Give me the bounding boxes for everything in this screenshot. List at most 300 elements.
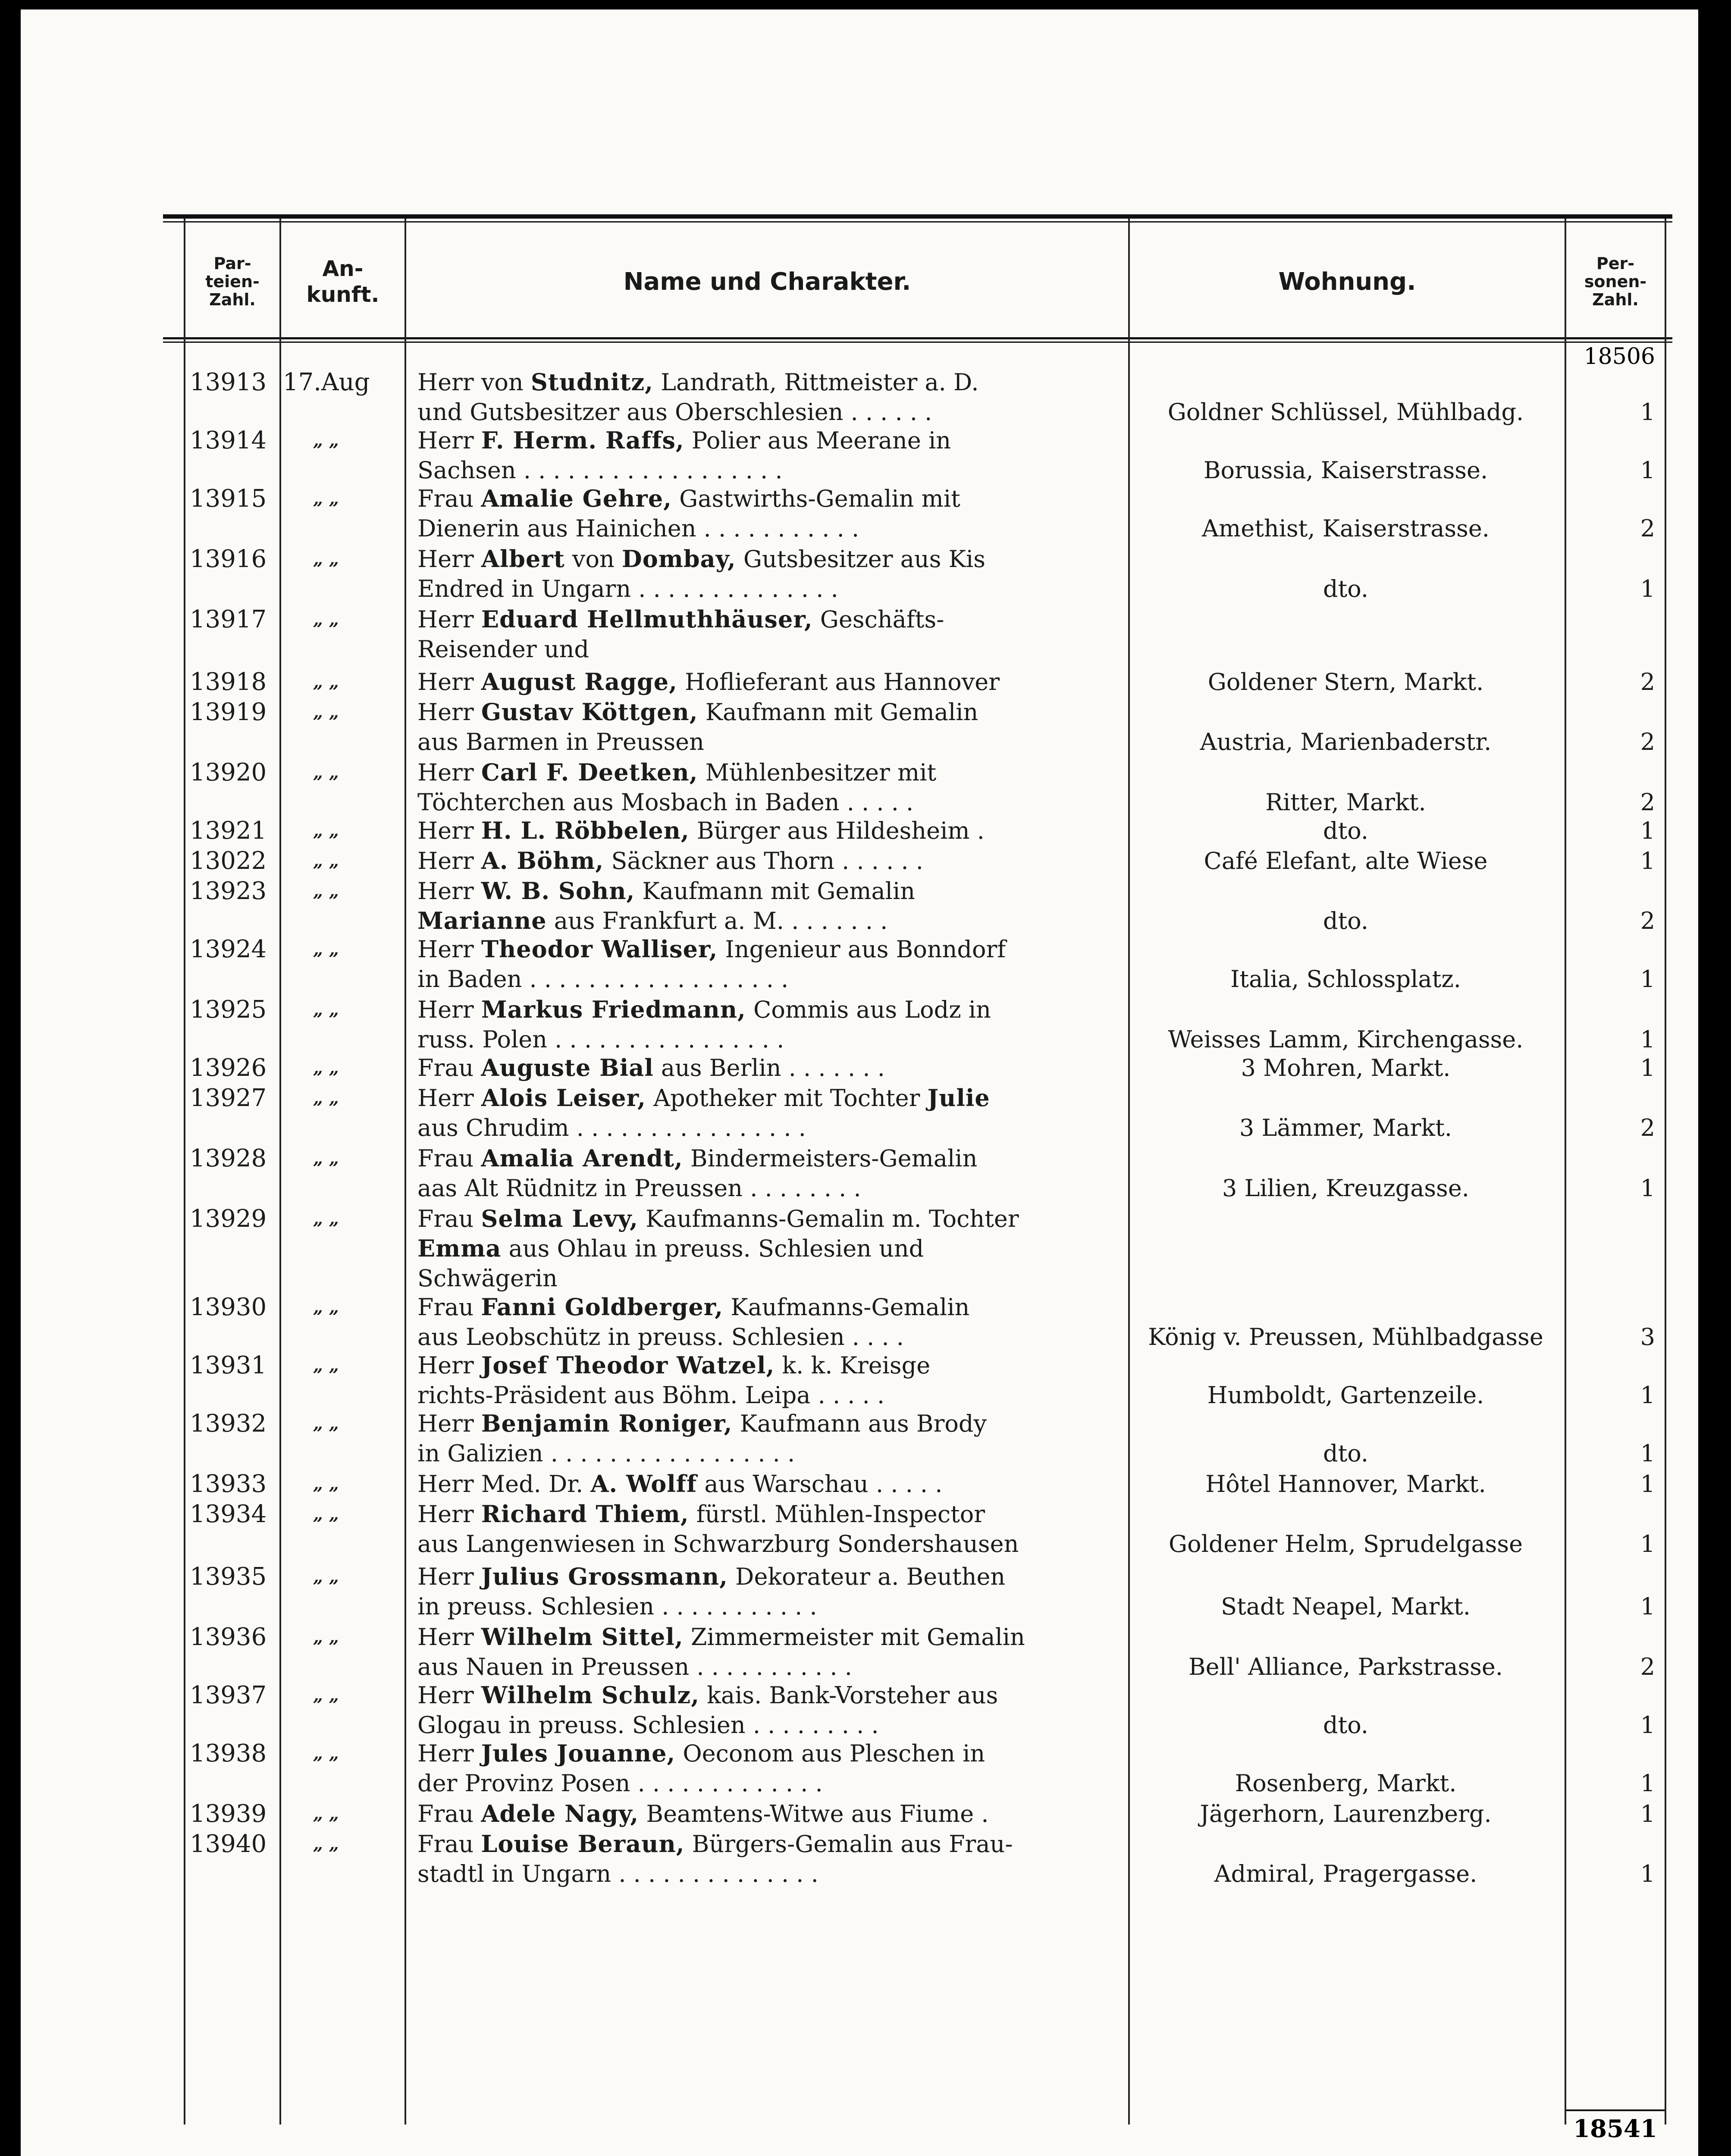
- guest-name-and-character: [417, 934, 1129, 994]
- arrival-date: „ „: [313, 1567, 339, 1587]
- name-line: [417, 1469, 1129, 1499]
- persons-count: 2: [1640, 907, 1655, 934]
- name-text: aus Frankfurt a. M. . . . . . . .: [546, 907, 888, 934]
- name-text: Herr: [417, 606, 481, 633]
- name-text: Töchterchen aus Mosbach in Baden . . . . .: [417, 789, 914, 816]
- name-text: Kaufmanns-Gemalin m. Tochter: [638, 1205, 1019, 1232]
- name-line: [417, 1204, 1129, 1234]
- carry-out-total: 18541: [1573, 2115, 1657, 2143]
- guest-surname: Louise Beraun,: [481, 1830, 685, 1858]
- name-text: Commis aus Lodz in: [746, 996, 991, 1023]
- name-line: [417, 1859, 1129, 1889]
- residence: Humboldt, Gartenzeile.: [1207, 1382, 1484, 1409]
- guest-name-and-character: [417, 697, 1129, 757]
- persons-count: 1: [1640, 1593, 1655, 1620]
- name-text: Herr: [417, 1084, 481, 1112]
- guest-surname: F. Herm. Raffs,: [481, 426, 684, 454]
- guest-surname: Wilhelm Schulz,: [481, 1681, 700, 1709]
- name-text: Gastwirths-Gemalin mit: [671, 485, 960, 512]
- residence: Stadt Neapel, Markt.: [1221, 1593, 1471, 1620]
- residence: Austria, Marienbaderstr.: [1200, 728, 1492, 755]
- name-text: Herr: [417, 1352, 481, 1379]
- name-text: aas Alt Rüdnitz in Preussen . . . . . . . .: [417, 1175, 861, 1202]
- persons-count: 1: [1640, 1175, 1655, 1202]
- party-number: 13940: [190, 1830, 267, 1858]
- arrival-date: „ „: [313, 1834, 339, 1854]
- name-line: [417, 1562, 1129, 1592]
- guest-surname: H. L. Röbbelen,: [481, 817, 690, 844]
- name-text: Schwägerin: [417, 1265, 558, 1292]
- guest-surname: W. B. Sohn,: [481, 877, 635, 905]
- party-number: 13937: [190, 1681, 267, 1709]
- guest-name-and-character: [417, 367, 1129, 427]
- name-line: [417, 634, 1129, 664]
- guest-surname: Auguste Bial: [481, 1054, 654, 1081]
- name-text: und Gutsbesitzer aus Oberschlesien . . . . . .: [417, 398, 932, 426]
- residence: dto.: [1323, 1711, 1368, 1739]
- name-text: Herr von: [417, 369, 531, 396]
- guest-surname: Markus Friedmann,: [481, 996, 746, 1023]
- residence: Ritter, Markt.: [1265, 789, 1426, 816]
- name-line: [417, 1652, 1129, 1682]
- name-text: Polier aus Meerane in: [684, 427, 951, 454]
- persons-count: 1: [1640, 1440, 1655, 1467]
- persons-count: 1: [1640, 1382, 1655, 1409]
- name-line: [417, 514, 1129, 543]
- residence: Goldener Helm, Sprudelgasse: [1168, 1530, 1523, 1557]
- guest-surname: August Ragge,: [481, 668, 677, 696]
- rule-col4: [1565, 219, 1566, 2125]
- name-text: Reisender und: [417, 636, 589, 663]
- name-line: [417, 1529, 1129, 1559]
- persons-count: 1: [1640, 1800, 1655, 1827]
- residence: dto.: [1323, 1440, 1368, 1467]
- register-page: [21, 9, 1698, 2156]
- name-text: der Provinz Posen . . . . . . . . . . . . .: [417, 1770, 823, 1797]
- name-text: Herr: [417, 1740, 481, 1767]
- guest-name-and-character: [417, 1680, 1129, 1740]
- name-text: Kaufmann mit Gemalin: [698, 699, 978, 726]
- name-line: [417, 995, 1129, 1025]
- top-double-rule: [163, 214, 1672, 219]
- name-line: [417, 1053, 1129, 1083]
- guest-name-and-character: [417, 1083, 1129, 1143]
- arrival-date: „ „: [313, 821, 339, 841]
- name-text: Frau: [417, 1054, 481, 1081]
- arrival-date: „ „: [313, 702, 339, 722]
- name-line: [417, 397, 1129, 427]
- guest-name-and-character: [417, 1799, 1129, 1829]
- guest-name-and-character: [417, 1739, 1129, 1798]
- residence: Goldner Schlüssel, Mühlbadg.: [1167, 398, 1524, 426]
- name-text: Herr: [417, 699, 481, 726]
- header-bottom-rule-2: [163, 342, 1672, 343]
- party-number: 13924: [190, 935, 267, 963]
- name-text: Frau: [417, 485, 481, 512]
- name-text: Herr: [417, 936, 481, 963]
- guest-surname: Amalia Arendt,: [481, 1144, 683, 1172]
- persons-count: 1: [1640, 1026, 1655, 1053]
- party-number: 13930: [190, 1293, 267, 1321]
- persons-count: 2: [1640, 789, 1655, 816]
- persons-count: 1: [1640, 1860, 1655, 1887]
- arrival-date: „ „: [313, 1148, 339, 1169]
- name-text: aus Chrudim . . . . . . . . . . . . . . . .: [417, 1114, 806, 1141]
- name-line: [417, 605, 1129, 634]
- persons-count: 2: [1640, 515, 1655, 542]
- name-text: aus Leobschütz in preuss. Schlesien . . . .: [417, 1323, 904, 1351]
- name-text: Herr: [417, 668, 481, 696]
- name-line: [417, 1829, 1129, 1859]
- name-text: Bürger aus Hildesheim .: [689, 817, 985, 844]
- arrival-date: „ „: [313, 1474, 339, 1494]
- name-line: [417, 787, 1129, 817]
- guest-surname: Amalie Gehre,: [481, 485, 672, 512]
- arrival-date: „ „: [313, 1685, 339, 1705]
- name-line: [417, 1799, 1129, 1829]
- guest-name-and-character: [417, 846, 1129, 876]
- party-number: 13022: [190, 847, 267, 875]
- rule-left: [184, 219, 185, 2125]
- party-number: 13917: [190, 605, 267, 633]
- arrival-date: „ „: [313, 1413, 339, 1434]
- name-text: Glogau in preuss. Schlesien . . . . . . . . .: [417, 1711, 879, 1739]
- name-line: [417, 1025, 1129, 1054]
- guest-surname: Richard Thiem,: [481, 1500, 689, 1528]
- persons-count: 1: [1640, 398, 1655, 426]
- name-line: [417, 667, 1129, 697]
- guest-surname: Emma: [417, 1235, 502, 1262]
- arrival-date: „ „: [313, 1058, 339, 1078]
- guest-name-and-character: [417, 1351, 1129, 1410]
- residence: Goldener Stern, Markt.: [1207, 668, 1484, 696]
- guest-name-and-character: [417, 667, 1129, 697]
- party-number: 13925: [190, 996, 267, 1024]
- name-line: [417, 1263, 1129, 1293]
- persons-count: 1: [1640, 575, 1655, 602]
- guest-surname: Eduard Hellmuthhäuser,: [481, 605, 813, 633]
- residence: Jägerhorn, Laurenzberg.: [1200, 1800, 1492, 1827]
- guest-surname: Wilhelm Sittel,: [481, 1623, 684, 1651]
- name-text: Frau: [417, 1205, 481, 1232]
- guest-name-and-character: [417, 1499, 1129, 1559]
- name-line: [417, 1710, 1129, 1740]
- name-line: [417, 1351, 1129, 1380]
- name-text: Bindermeisters-Gemalin: [683, 1145, 978, 1172]
- guest-name-and-character: [417, 876, 1129, 936]
- name-text: russ. Polen . . . . . . . . . . . . . . . .: [417, 1026, 784, 1053]
- guest-surname: Adele Nagy,: [481, 1800, 639, 1827]
- arrival-date: „ „: [313, 1297, 339, 1317]
- name-line: [417, 544, 1129, 574]
- persons-count: 2: [1640, 728, 1655, 755]
- party-number: 13914: [190, 426, 267, 454]
- persons-count: 1: [1640, 1530, 1655, 1557]
- guest-name-and-character: [417, 1562, 1129, 1621]
- name-line: [417, 1234, 1129, 1263]
- name-line: [417, 1768, 1129, 1798]
- name-text: Herr: [417, 847, 481, 874]
- name-text: Herr: [417, 877, 481, 905]
- name-text: Herr: [417, 545, 481, 573]
- name-text: in Baden . . . . . . . . . . . . . . . . . .: [417, 965, 789, 993]
- name-line: [417, 574, 1129, 604]
- guest-name-and-character: [417, 1204, 1129, 1293]
- arrival-date: „ „: [313, 881, 339, 901]
- party-number: 13932: [190, 1410, 267, 1438]
- guest-surname: Julie: [927, 1084, 990, 1112]
- guest-surname: Theodor Walliser,: [481, 935, 718, 963]
- rule-right: [1665, 219, 1666, 2125]
- name-text: Säckner aus Thorn . . . . . .: [604, 847, 923, 874]
- name-text: Ingenieur aus Bonndorf: [718, 936, 1006, 963]
- name-line: [417, 1592, 1129, 1621]
- name-line: [417, 426, 1129, 455]
- arrival-date: „ „: [313, 1000, 339, 1020]
- name-text: Dekorateur a. Beuthen: [728, 1563, 1006, 1590]
- guest-surname: Gustav Köttgen,: [481, 698, 698, 726]
- persons-count: 1: [1640, 1711, 1655, 1739]
- arrival-date: „ „: [313, 939, 339, 959]
- name-text: stadtl in Ungarn . . . . . . . . . . . . . .: [417, 1860, 818, 1887]
- guest-surname: Marianne: [417, 907, 547, 934]
- residence: dto.: [1323, 817, 1368, 844]
- guest-surname: Selma Levy,: [481, 1205, 638, 1232]
- guest-name-and-character: [417, 426, 1129, 485]
- residence: Amethist, Kaiserstrasse.: [1202, 515, 1490, 542]
- name-line: [417, 1680, 1129, 1710]
- total-rule: [1566, 2109, 1665, 2111]
- party-number: 13923: [190, 877, 267, 905]
- residence: König v. Preussen, Mühlbadgasse: [1148, 1323, 1543, 1351]
- name-line: [417, 1409, 1129, 1438]
- name-line: [417, 1380, 1129, 1410]
- name-line: [417, 727, 1129, 757]
- name-text: Apotheker mit Tochter: [646, 1084, 928, 1112]
- persons-count: 1: [1640, 457, 1655, 484]
- name-text: Herr: [417, 427, 481, 454]
- persons-count: 1: [1640, 847, 1655, 874]
- guest-surname: Albert: [481, 545, 565, 573]
- party-number: 13935: [190, 1563, 267, 1591]
- name-line: [417, 758, 1129, 787]
- header-ankunft: An- kunft.: [306, 256, 379, 307]
- header-wohnung: Wohnung.: [1278, 267, 1416, 296]
- name-line: [417, 906, 1129, 936]
- persons-count: 3: [1640, 1323, 1655, 1351]
- arrival-date: „ „: [313, 430, 339, 451]
- name-text: Frau: [417, 1830, 481, 1858]
- name-line: [417, 876, 1129, 906]
- arrival-date: 17.Aug: [283, 368, 370, 396]
- name-text: Zimmermeister mit Gemalin: [683, 1623, 1025, 1651]
- party-number: 13926: [190, 1054, 267, 1082]
- guest-surname: A. Böhm,: [481, 847, 604, 874]
- name-text: aus Ohlau in preuss. Schlesien und: [501, 1235, 924, 1262]
- party-number: 13921: [190, 817, 267, 845]
- arrival-date: „ „: [313, 1088, 339, 1108]
- name-text: aus Berlin . . . . . . .: [653, 1054, 885, 1081]
- guest-name-and-character: [417, 816, 1129, 846]
- residence: Café Elefant, alte Wiese: [1204, 847, 1488, 874]
- party-number: 13934: [190, 1500, 267, 1528]
- name-line: [417, 367, 1129, 397]
- name-text: Gutsbesitzer aus Kis: [736, 545, 985, 573]
- name-text: Kaufmann mit Gemalin: [635, 877, 916, 905]
- guest-name-and-character: [417, 484, 1129, 543]
- name-text: Herr: [417, 996, 481, 1023]
- residence: Italia, Schlossplatz.: [1230, 965, 1461, 993]
- name-text: Herr: [417, 1623, 481, 1651]
- party-number: 13936: [190, 1623, 267, 1651]
- arrival-date: „ „: [313, 489, 339, 509]
- rule-col1: [279, 219, 281, 2125]
- guest-name-and-character: [417, 1144, 1129, 1203]
- name-line: [417, 1173, 1129, 1203]
- persons-count: 1: [1640, 1770, 1655, 1797]
- guest-surname: Julius Grossmann,: [481, 1563, 728, 1590]
- arrival-date: „ „: [313, 851, 339, 871]
- persons-count: 1: [1640, 817, 1655, 844]
- name-text: Endred in Ungarn . . . . . . . . . . . . . .: [417, 575, 838, 602]
- top-thin-rule: [163, 221, 1672, 222]
- residence: Weisses Lamm, Kirchengasse.: [1168, 1026, 1524, 1053]
- name-line: [417, 1083, 1129, 1113]
- arrival-date: „ „: [313, 1627, 339, 1647]
- residence: dto.: [1323, 907, 1368, 934]
- persons-count: 2: [1640, 668, 1655, 696]
- name-line: [417, 1739, 1129, 1768]
- guest-name-and-character: [417, 605, 1129, 664]
- residence: dto.: [1323, 575, 1368, 602]
- persons-count: 1: [1640, 965, 1655, 993]
- party-number: 13920: [190, 758, 267, 787]
- name-text: von: [564, 545, 622, 573]
- name-text: aus Langenwiesen in Schwarzburg Sondershausen: [417, 1530, 1019, 1557]
- party-number: 13938: [190, 1739, 267, 1767]
- guest-name-and-character: [417, 1292, 1129, 1352]
- name-text: Bürgers-Gemalin aus Frau-: [684, 1830, 1013, 1858]
- name-line: [417, 846, 1129, 876]
- guest-surname: Jules Jouanne,: [481, 1739, 676, 1767]
- name-line: [417, 1292, 1129, 1322]
- guest-surname: Josef Theodor Watzel,: [481, 1351, 775, 1379]
- name-text: Beamtens-Witwe aus Fiume .: [639, 1800, 989, 1827]
- header-name-und-charakter: Name und Charakter.: [623, 267, 911, 296]
- arrival-date: „ „: [313, 549, 339, 569]
- guest-name-and-character: [417, 1053, 1129, 1083]
- name-line: [417, 1499, 1129, 1529]
- arrival-date: „ „: [313, 1743, 339, 1764]
- carry-in-total: 18506: [1584, 344, 1655, 370]
- persons-count: 1: [1640, 1470, 1655, 1498]
- guest-surname: A. Wolff: [590, 1470, 697, 1498]
- name-text: kais. Bank-Vorsteher aus: [699, 1682, 998, 1709]
- name-text: in Galizien . . . . . . . . . . . . . . . . .: [417, 1440, 795, 1467]
- header-parteien-zahl: Par- teien- Zahl.: [205, 254, 260, 309]
- name-text: aus Warschau . . . . .: [697, 1470, 943, 1498]
- name-text: Herr: [417, 759, 481, 786]
- party-number: 13928: [190, 1144, 267, 1172]
- name-text: Herr: [417, 1563, 481, 1590]
- header-personen-zahl: Per- sonen- Zahl.: [1584, 254, 1647, 309]
- name-text: Kaufmanns-Gemalin: [723, 1294, 970, 1321]
- arrival-date: „ „: [313, 1355, 339, 1376]
- party-number: 13931: [190, 1351, 267, 1379]
- guest-surname: Fanni Goldberger,: [481, 1293, 724, 1321]
- name-line: [417, 1438, 1129, 1468]
- guest-surname: Alois Leiser,: [481, 1084, 646, 1112]
- name-line: [417, 1622, 1129, 1652]
- residence: Rosenberg, Markt.: [1235, 1770, 1457, 1797]
- name-text: Frau: [417, 1294, 481, 1321]
- guest-surname: Carl F. Deetken,: [481, 758, 698, 786]
- residence: Bell' Alliance, Parkstrasse.: [1188, 1653, 1503, 1680]
- party-number: 13933: [190, 1470, 267, 1498]
- name-text: Oeconom aus Pleschen in: [675, 1740, 985, 1767]
- party-number: 13918: [190, 668, 267, 696]
- party-number: 13939: [190, 1800, 267, 1828]
- name-text: Frau: [417, 1800, 481, 1827]
- party-number: 13915: [190, 485, 267, 513]
- name-text: aus Nauen in Preussen . . . . . . . . . . .: [417, 1653, 852, 1680]
- party-number: 13916: [190, 545, 267, 573]
- name-line: [417, 484, 1129, 514]
- name-line: [417, 964, 1129, 994]
- name-line: [417, 697, 1129, 727]
- guest-surname: Benjamin Roniger,: [481, 1410, 733, 1437]
- guest-surname: Studnitz,: [530, 368, 653, 396]
- guest-name-and-character: [417, 1469, 1129, 1499]
- name-text: Herr: [417, 817, 481, 844]
- name-text: aus Barmen in Preussen: [417, 728, 704, 755]
- name-text: Sachsen . . . . . . . . . . . . . . . . . .: [417, 457, 783, 484]
- name-line: [417, 1113, 1129, 1143]
- name-text: Herr: [417, 1682, 481, 1709]
- residence: Hôtel Hannover, Markt.: [1205, 1470, 1486, 1498]
- guest-name-and-character: [417, 1409, 1129, 1468]
- name-text: Dienerin aus Hainichen . . . . . . . . . . .: [417, 515, 859, 542]
- residence: Admiral, Pragergasse.: [1214, 1860, 1477, 1887]
- guest-name-and-character: [417, 995, 1129, 1054]
- name-text: fürstl. Mühlen-Inspector: [689, 1501, 985, 1528]
- arrival-date: „ „: [313, 672, 339, 692]
- guest-name-and-character: [417, 1829, 1129, 1889]
- name-line: [417, 455, 1129, 485]
- persons-count: 2: [1640, 1653, 1655, 1680]
- party-number: 13927: [190, 1084, 267, 1112]
- persons-count: 2: [1640, 1114, 1655, 1141]
- arrival-date: „ „: [313, 1504, 339, 1524]
- name-line: [417, 1322, 1129, 1352]
- arrival-date: „ „: [313, 609, 339, 630]
- guest-name-and-character: [417, 1622, 1129, 1682]
- party-number: 13919: [190, 698, 267, 726]
- name-text: Frau: [417, 1145, 481, 1172]
- arrival-date: „ „: [313, 1209, 339, 1229]
- name-text: Mühlenbesitzer mit: [698, 759, 937, 786]
- arrival-date: „ „: [313, 762, 339, 783]
- name-line: [417, 816, 1129, 846]
- name-line: [417, 1144, 1129, 1173]
- name-text: Geschäfts-: [812, 606, 944, 633]
- guest-surname: Dombay,: [621, 545, 736, 573]
- residence: Borussia, Kaiserstrasse.: [1203, 457, 1488, 484]
- name-text: Herr: [417, 1410, 481, 1437]
- name-line: [417, 934, 1129, 964]
- name-text: Kaufmann aus Brody: [732, 1410, 987, 1437]
- party-number: 13913: [190, 368, 267, 396]
